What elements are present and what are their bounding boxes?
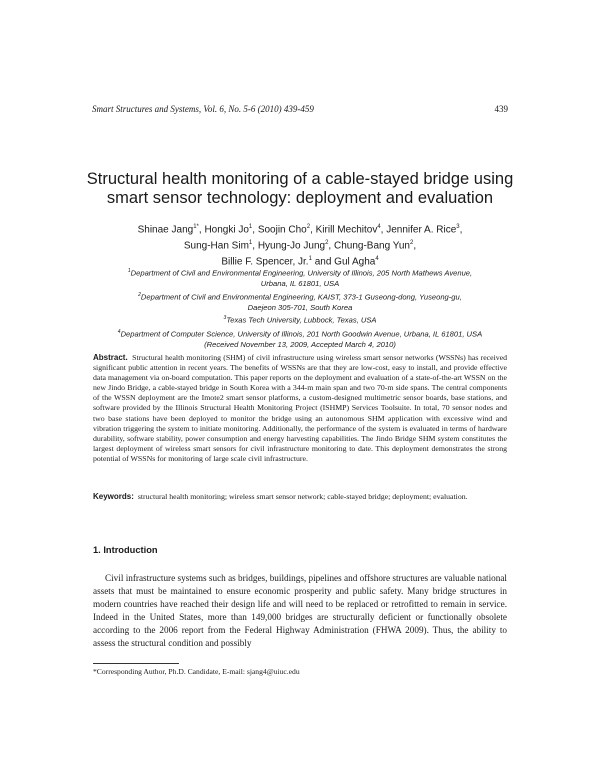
footnote-divider (93, 663, 179, 664)
author-affil-mark: 4 (375, 255, 379, 262)
author-affil-mark: 1* (193, 224, 199, 230)
keywords-label: Keywords: (93, 492, 134, 501)
author-sep: and (311, 256, 335, 268)
footnote: *Corresponding Author, Ph.D. Candidate, E-mail: sjang4@uiuc.edu (93, 667, 300, 676)
journal-citation: Smart Structures and Systems, Vol. 6, No. 5-6 (2010) 439-459 (92, 104, 314, 114)
author-affil-mark: 1 (308, 255, 312, 262)
title-line-1: Structural health monitoring of a cable-stayed bridge using (86, 170, 514, 188)
author-sep: , (252, 240, 258, 252)
affil-text: Department of Computer Science, University of Illinois, 201 North Goodwin Avenue, Urbana, IL 61801, USA (120, 329, 483, 339)
affil-text: Department of Civil and Environmental Engineering, KAIST, 373-1 Guseong-dong, Yuseong-gu, (140, 292, 462, 302)
author-name: Soojin Cho (257, 224, 307, 236)
author-affil-mark: 3 (456, 224, 460, 230)
affil-text: Department of Civil and Environmental Engineering, University of Illinois, 205 North Mathews Avenue, (130, 268, 473, 278)
author-name: Kirill Mechitov (315, 224, 378, 236)
author-sep: , (198, 224, 205, 236)
author-affil-mark: 2 (325, 239, 329, 246)
author-name: Chung-Bang Yun (333, 240, 410, 252)
affil-mark: 4 (117, 328, 121, 335)
affiliations (80, 266, 520, 350)
author-line-1 (80, 221, 520, 237)
author-sep: , (328, 240, 334, 252)
affiliation-2-line-2: Daejeon 305-701, South Korea (247, 302, 353, 312)
author-affil-mark: 1 (248, 224, 253, 230)
affil-mark: 3 (223, 315, 227, 322)
author-sep: , (413, 240, 417, 252)
affiliation-4-line-1 (80, 327, 520, 340)
affil-text: Texas Tech University, Lubbock, Texas, USA (226, 315, 377, 325)
affil-mark: 2 (138, 291, 141, 298)
affiliation-3-line-1 (80, 313, 520, 326)
paper-title (60, 170, 540, 208)
keywords-text: structural health monitoring; wireless smart sensor network; cable-stayed bridge; deployment; evaluation. (137, 492, 468, 501)
author-name: Jennifer A. Rice (386, 224, 457, 236)
author-sep: , (310, 224, 316, 236)
author-affil-mark: 1 (248, 239, 253, 246)
author-list (80, 221, 520, 269)
author-affil-mark: 4 (377, 224, 381, 230)
abstract-text: Structural health monitoring (SHM) of civil infrastructure using wireless smart sensor networks (WSSNs) has received significant public attention in recent years. The benefits of WSSNs are that they are low-cost, easy to install, and provide effective data management via on-board computation. This paper reports on the deployment and evaluation of a state-of-the-art WSSN on the new Jindo Bridge, a cable-stayed bridge in South Korea with a 344-m main span and two 70-m side spans. The central components of the WSSN deployment are the Imote2 smart sensor platforms, a custom-designed multimetric sensor boards, base stations, and software provided by the Illinois Structural Health Monitoring Project (ISHMP) Services Toolsuite. In total, 70 sensor nodes and two base stations have been deployed to monitor the bridge using an autonomous SHM application with excessive wind and vibration triggering the system to initiate monitoring. Additionally, the performance of the system is evaluated in terms of hardware durability, software stability, power consumption and energy harvesting capabilities. The Jindo Bridge SHM system constitutes the largest deployment of wireless smart sensors for civil infrastructure monitoring to date. This deployment demonstrates the strong potential of WSSNs for monitoring of large scale civil infrastructure. (93, 353, 507, 463)
author-name: Shinae Jang (137, 224, 194, 236)
section-heading: 1. Introduction (93, 545, 158, 555)
keywords (93, 492, 507, 502)
author-sep: , (459, 224, 463, 236)
intro-paragraph: Civil infrastructure systems such as bridges, buildings, pipelines and offshore structures are valuable national assets that must be maintained to ensure economic prosperity and public safety. Many bridge structures in modern countries have reached their design life and will need to be replaced or retrofitted to remain in service. Indeed in the United States, more than 149,000 bridges are structurally deficient or functionally obsolete according to the 2006 report from the Federal Highway Administration (FHWA 2009). Thus, the ability to assess the structural condition and possibly (93, 573, 507, 649)
abstract-label: Abstract. (93, 353, 128, 362)
author-affil-mark: 2 (306, 224, 311, 230)
running-header (92, 104, 508, 118)
author-name: Billie F. Spencer, Jr. (221, 256, 309, 268)
author-name: Hongki Jo (204, 224, 249, 236)
page-number: 439 (494, 104, 508, 114)
affiliation-1-line-1 (80, 266, 520, 279)
affiliation-1-line-2: Urbana, IL 61801, USA (260, 279, 340, 289)
abstract (93, 353, 507, 464)
author-name: Sung-Han Sim (183, 240, 249, 252)
title-line-2: smart sensor technology: deployment and evaluation (106, 189, 494, 207)
author-affil-mark: 2 (409, 239, 414, 246)
received-dates: (Received November 13, 2009, Accepted March 4, 2010) (204, 339, 396, 349)
affil-mark: 1 (127, 268, 131, 274)
author-sep: , (380, 224, 387, 236)
affiliation-2-line-1 (80, 290, 520, 303)
author-line-2 (80, 237, 520, 253)
author-name: Hyung-Jo Jung (257, 240, 326, 252)
author-name: Gul Agha (334, 256, 376, 268)
author-sep: , (252, 224, 258, 236)
